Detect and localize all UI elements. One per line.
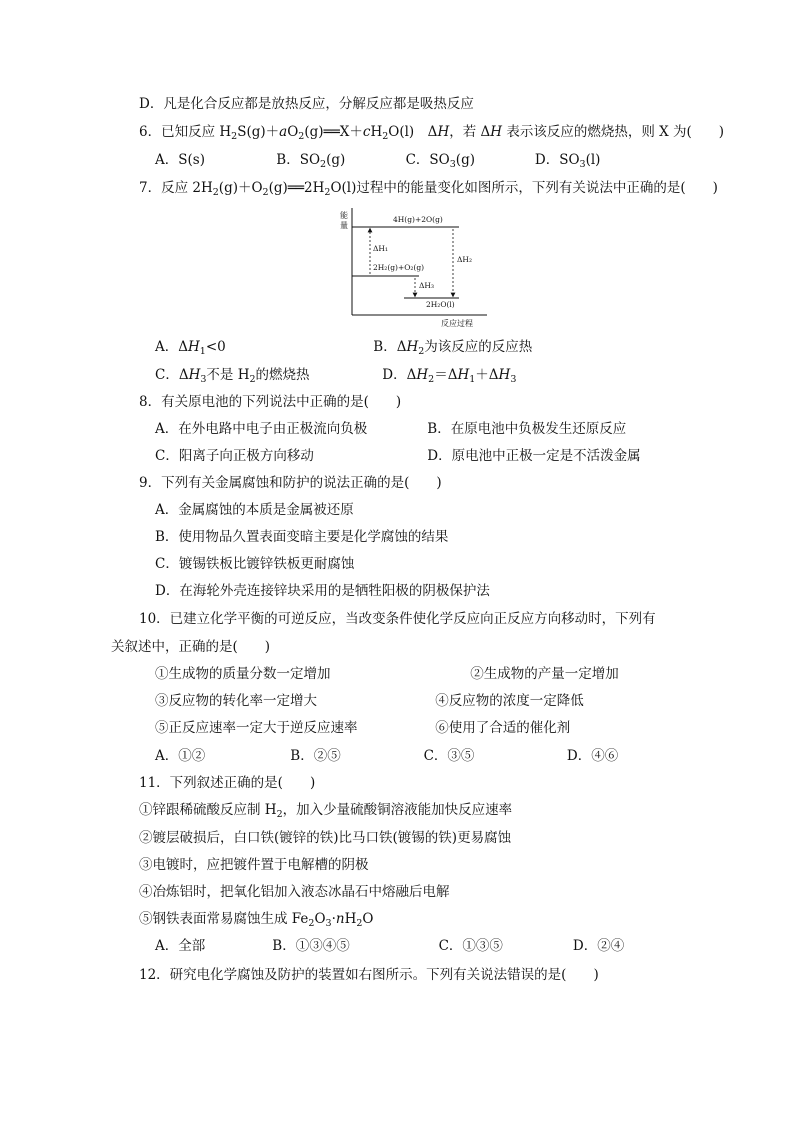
q11-options (155, 937, 624, 955)
q10-item-3: ③反应物的转化率一定增大 (155, 693, 317, 709)
q8-option-d: D．原电池中正极一定是不活泼金属 (427, 448, 641, 464)
q10-option-d: D．④⑥ (566, 748, 619, 764)
q6-stem: 6．已知反应 $H_2S(g)+aO_2(g)══X+cH_2O(l)$ ΔH，若 ΔH 表示该反应的燃烧热，则 X 为( ) (139, 124, 725, 142)
q5-option-d: D．凡是化合反应都是放热反应，分解反应都是吸热反应 (139, 96, 474, 112)
q11-item-5: ⑤钢铁表面常易腐蚀生成 $Fe_2O_3\cdot nH_2O$ (139, 911, 374, 929)
energy-diagram (335, 206, 490, 330)
dh1-label: ΔH₁ (373, 244, 388, 253)
level-top-label: 4H(g)+2O(g) (393, 215, 443, 224)
q11-item-2: ②镀层破损后，白口铁(镀锌的铁)比马口铁(镀锡的铁)更易腐蚀 (139, 830, 512, 846)
q11-option-c: C．①③⑤ (438, 938, 503, 954)
q8-stem: 8．有关原电池的下列说法中正确的是( ) (139, 394, 402, 410)
q6-option-c: C．$SO_3(g)$ (405, 152, 475, 170)
q10-options (155, 747, 618, 765)
q7-option-c: C．$\Delta H_3$不是 $H_2$的燃烧热 (155, 367, 310, 385)
q9-option-b: B．使用物品久置表面变暗主要是化学腐蚀的结果 (155, 529, 449, 545)
q9-option-c: C．镀锡铁板比镀锌铁板更耐腐蚀 (155, 556, 355, 572)
q10-stem-line1: 10．已建立化学平衡的可逆反应，当改变条件使化学反应向正反应方向移动时，下列有 (139, 611, 656, 627)
q9-stem: 9．下列有关金属腐蚀和防护的说法正确的是( ) (139, 475, 442, 491)
q9-option-d: D．在海轮外壳连接锌块采用的是牺牲阳极的阴极保护法 (155, 583, 490, 599)
q10-items-row3 (155, 719, 570, 737)
q11-item-1: ①锌跟稀硫酸反应制 $H_2$，加入少量硫酸铜溶液能加快反应速率 (139, 802, 513, 820)
level-mid-label: 2H₂(g)+O₂(g) (373, 263, 425, 272)
q10-stem-line2: 关叙述中，正确的是( ) (111, 639, 271, 655)
q11-option-a: A．全部 (155, 938, 206, 954)
q6-option-d: D．$SO_3(l)$ (534, 152, 601, 170)
q11-item-3: ③电镀时，应把镀件置于电解槽的阴极 (139, 857, 369, 873)
q10-item-2: ②生成物的产量一定增加 (470, 666, 619, 682)
y-axis-label-1: 能 (340, 211, 348, 220)
y-axis-label-2: 量 (340, 221, 348, 230)
level-bottom-label: 2H₂O(l) (426, 300, 455, 309)
q10-option-b: B．②⑤ (290, 748, 341, 764)
q7-option-a: A．$\Delta H_1<0$ (155, 339, 226, 357)
q6-options (155, 151, 600, 174)
q8-option-a: A．在外电路中电子由正极流向负极 (155, 421, 368, 437)
q7-options-row2 (155, 366, 516, 389)
q7-options-row1 (155, 338, 532, 361)
q10-items-row1 (155, 665, 619, 683)
q10-item-4: ④反应物的浓度一定降低 (435, 693, 584, 709)
q10-item-5: ⑤正反应速率一定大于逆反应速率 (155, 720, 358, 736)
q10-items-row2 (155, 692, 584, 710)
dh2-label: ΔH₂ (457, 255, 472, 264)
q6-option-b: B．$SO_2(g)$ (276, 152, 346, 170)
q11-item-4: ④冶炼铝时，把氧化铝加入液态冰晶石中熔融后电解 (139, 884, 450, 900)
dh3-label: ΔH₃ (419, 281, 434, 290)
q11-stem: 11．下列叙述正确的是( ) (139, 775, 316, 791)
q8-option-b: B．在原电池中负极发生还原反应 (427, 421, 627, 437)
q6-option-a: A．S(s) (155, 152, 205, 168)
q10-item-1: ①生成物的质量分数一定增加 (155, 666, 331, 682)
q11-option-d: D．②④ (572, 938, 625, 954)
q10-option-c: C．③⑤ (423, 748, 475, 764)
q7-option-b: B．$\Delta H_2$为该反应的反应热 (373, 339, 533, 357)
q10-item-6: ⑥使用了合适的催化剂 (435, 720, 571, 736)
q7-option-d: D．$\Delta H_2=\Delta H_1+\Delta H_3$ (382, 367, 517, 385)
q9-option-a: A．金属腐蚀的本质是金属被还原 (155, 502, 354, 518)
q8-option-c: C．阳离子向正极方向移动 (155, 448, 314, 464)
q8-options-row1 (155, 420, 626, 438)
q7-stem: 7．反应 $2H_2(g)+O_2(g)══2H_2O(l)$过程中的能量变化如图所示，下列有关说法中正确的是( ) (139, 180, 718, 198)
q12-stem: 12．研究电化学腐蚀及防护的装置如右图所示。下列有关说法错误的是( ) (139, 967, 599, 983)
q11-option-b: B．①③④⑤ (272, 938, 350, 954)
q10-option-a: A．①② (155, 748, 206, 764)
x-axis-label: 反应过程 (441, 319, 473, 328)
q8-options-row2 (155, 447, 641, 465)
